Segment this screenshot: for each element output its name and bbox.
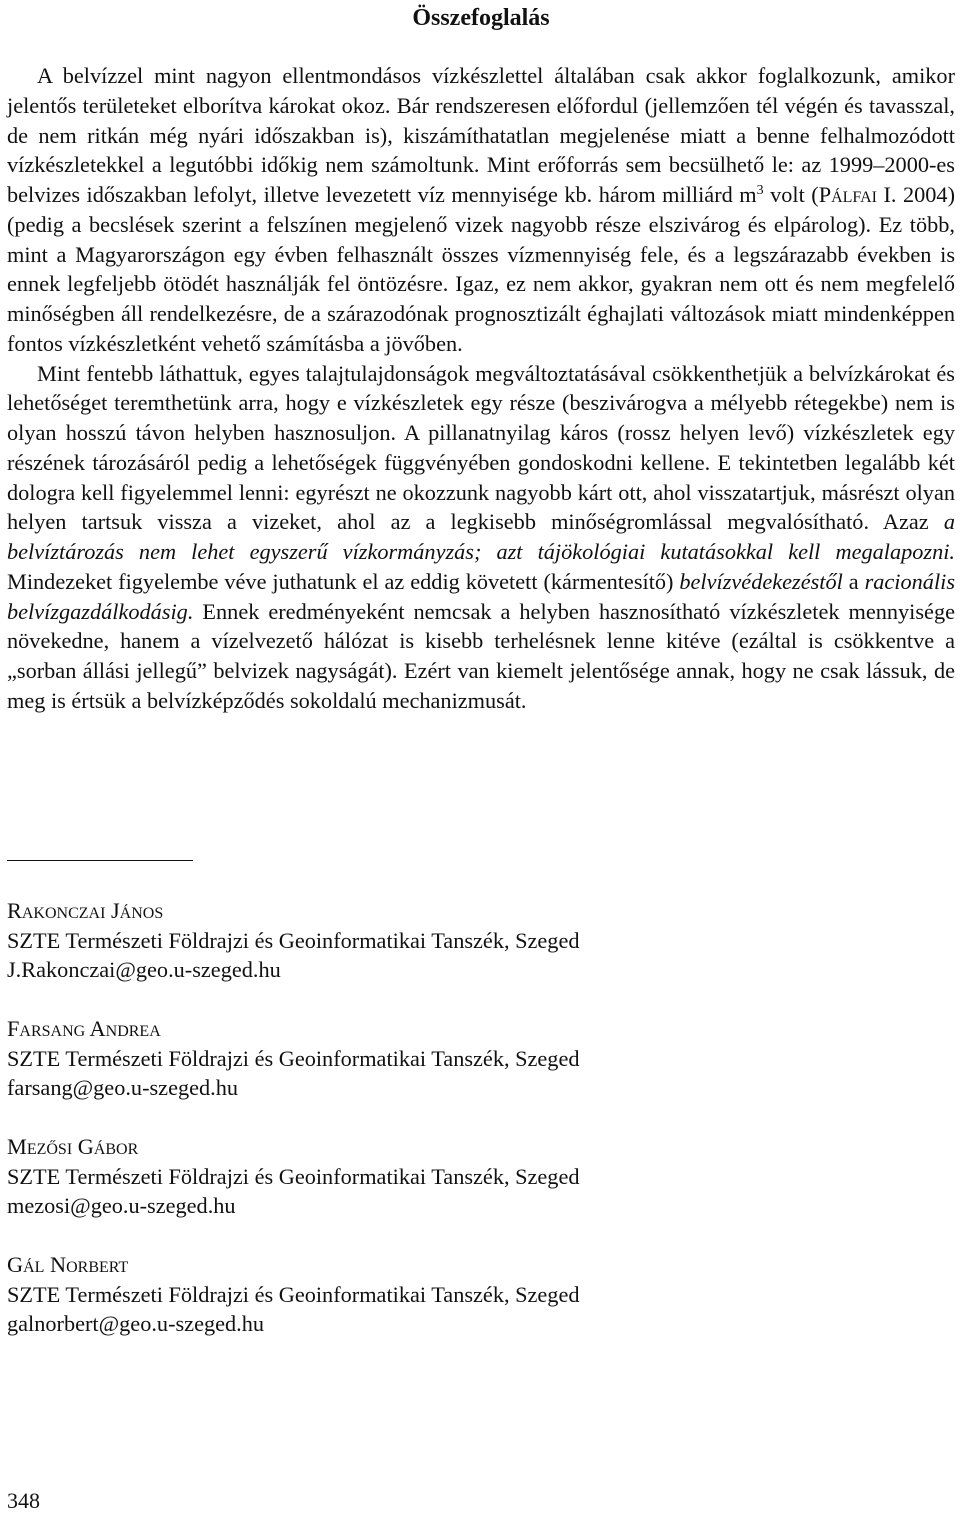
author-block (7, 896, 955, 985)
author-affiliation: SZTE Természeti Földrajzi és Geoinformatikai Tanszék, Szeged (7, 927, 580, 953)
emphasis-term-2: racionális belvízgazdálkodásig. (7, 568, 956, 624)
author-name: Rakonczai János (7, 898, 164, 923)
cubic-superscript: 3 (756, 183, 764, 198)
document-page (7, 0, 956, 1513)
author-list (7, 896, 955, 1368)
paragraph-2-text-a: Mint fentebb láthattuk, egyes talajtulajdonságok megváltoztatásával csökkenthetjük a belvízkárokat és lehetőséget teremthetünk arra, hogy e vízkészletek egy része (beszivárogva a mélyebb rétegekbe) nem is olyan hosszú távon helyben hasznosuljon. A pillanatnyilag káros (rossz helyen levő) vízkészletek egy részének tározásáról pedig a lehetőségek függvényében gondoskodni kellene. E tekintetben legalább két dologra kell figyelemmel lenni: egyrészt ne okozzunk nagyobb kárt ott, ahol visszatartjuk, másrészt olyan helyen tartsuk vissza a vizeket, ahol az a legkisebb minőségromlással megvalósítható. Azaz (7, 360, 955, 535)
author-email: farsang@geo.u-szeged.hu (7, 1075, 239, 1100)
paragraph-2-text-d: Ennek eredményeként nemcsak a helyben hasznosítható vízkészletek mennyisége növekedne, hanem a vízelvezető hálózat is kisebb terhelésnek lenne kitéve (ezáltal is csökkentve a „sorban állási jellegű” belvizek nagyságát). Ezért van kiemelt jelentősége annak, hogy ne csak lássuk, de meg is értsük a belvízképződés sokoldalú mechanizmusát. (7, 598, 955, 713)
paragraph-1-text-a: A belvízzel mint nagyon ellentmondásos vízkészlettel általában csak akkor foglalkozunk, amikor jelentős területeket elborítva károkat okoz. Bár rendszeresen előfordul (jellemzően tél végén és tavasszal, de nem ritkán még nyári időszakban is), kiszámíthatatlan megjelenése miatt a benne felhalmozódott vízkészletekkel a legutóbbi időkig nem számoltunk. Mint erőforrás sem becsülhető le: az 1999–2000-es belvizes időszakban lefolyt, illetve levezetett víz mennyisége kb. három milliárd m (7, 63, 955, 207)
section-heading: Összefoglalás (412, 5, 550, 31)
summary-body (7, 61, 955, 716)
emphasis-thesis: a belvíztározás nem lehet egyszerű vízkormányzás; azt tájökológiai kutatásokkal kell megalapozni. (7, 509, 955, 564)
author-affiliation: SZTE Természeti Földrajzi és Geoinformatikai Tanszék, Szeged (7, 1281, 580, 1307)
author-block (7, 1250, 955, 1339)
footnote-divider (7, 860, 193, 861)
author-name: Gál Norbert (7, 1252, 129, 1277)
author-name: Mezősi Gábor (7, 1134, 139, 1159)
citation-author: Pálfai (818, 182, 878, 207)
paragraph-2-text-b: Mindezeket figyelembe véve juthatunk el az eddig követett (kármentesítő) (7, 568, 680, 594)
emphasis-term-1: belvízvédekezéstől (679, 568, 843, 594)
author-email: J.Rakonczai@geo.u-szeged.hu (7, 957, 281, 982)
author-affiliation: SZTE Természeti Földrajzi és Geoinformatikai Tanszék, Szeged (7, 1045, 580, 1071)
paragraph-1-text-c: I. 2004) (pedig a becslések szerint a felszínen megjelenő vizek nagyobb része elszivárog és elpárolog). Ez több, mint a Magyarországon egy évben felhasznált összes vízmennyiség fele, és a legszárazabb években is ennek legfeljebb ötödét használják fel öntözésre. Igaz, ez nem akkor, gyakran nem ott és nem megfelelő minőségben áll rendelkezésre, de a szárazodónak prognosztizált éghajlati változások miatt mindenképpen fontos vízkészletként vehető számításba a jövőben. (7, 182, 955, 356)
paragraph-2-text-c: a (842, 568, 865, 594)
author-email: mezosi@geo.u-szeged.hu (7, 1193, 236, 1218)
summary-paragraph-1 (7, 61, 955, 359)
summary-paragraph-2 (7, 359, 955, 716)
author-affiliation: SZTE Természeti Földrajzi és Geoinformatikai Tanszék, Szeged (7, 1163, 580, 1189)
author-block (7, 1132, 955, 1221)
paragraph-1-text-b: volt ( (763, 182, 819, 207)
page-number: 348 (7, 1488, 40, 1513)
author-email: galnorbert@geo.u-szeged.hu (7, 1311, 265, 1336)
author-block (7, 1014, 955, 1103)
author-name: Farsang Andrea (7, 1016, 161, 1041)
